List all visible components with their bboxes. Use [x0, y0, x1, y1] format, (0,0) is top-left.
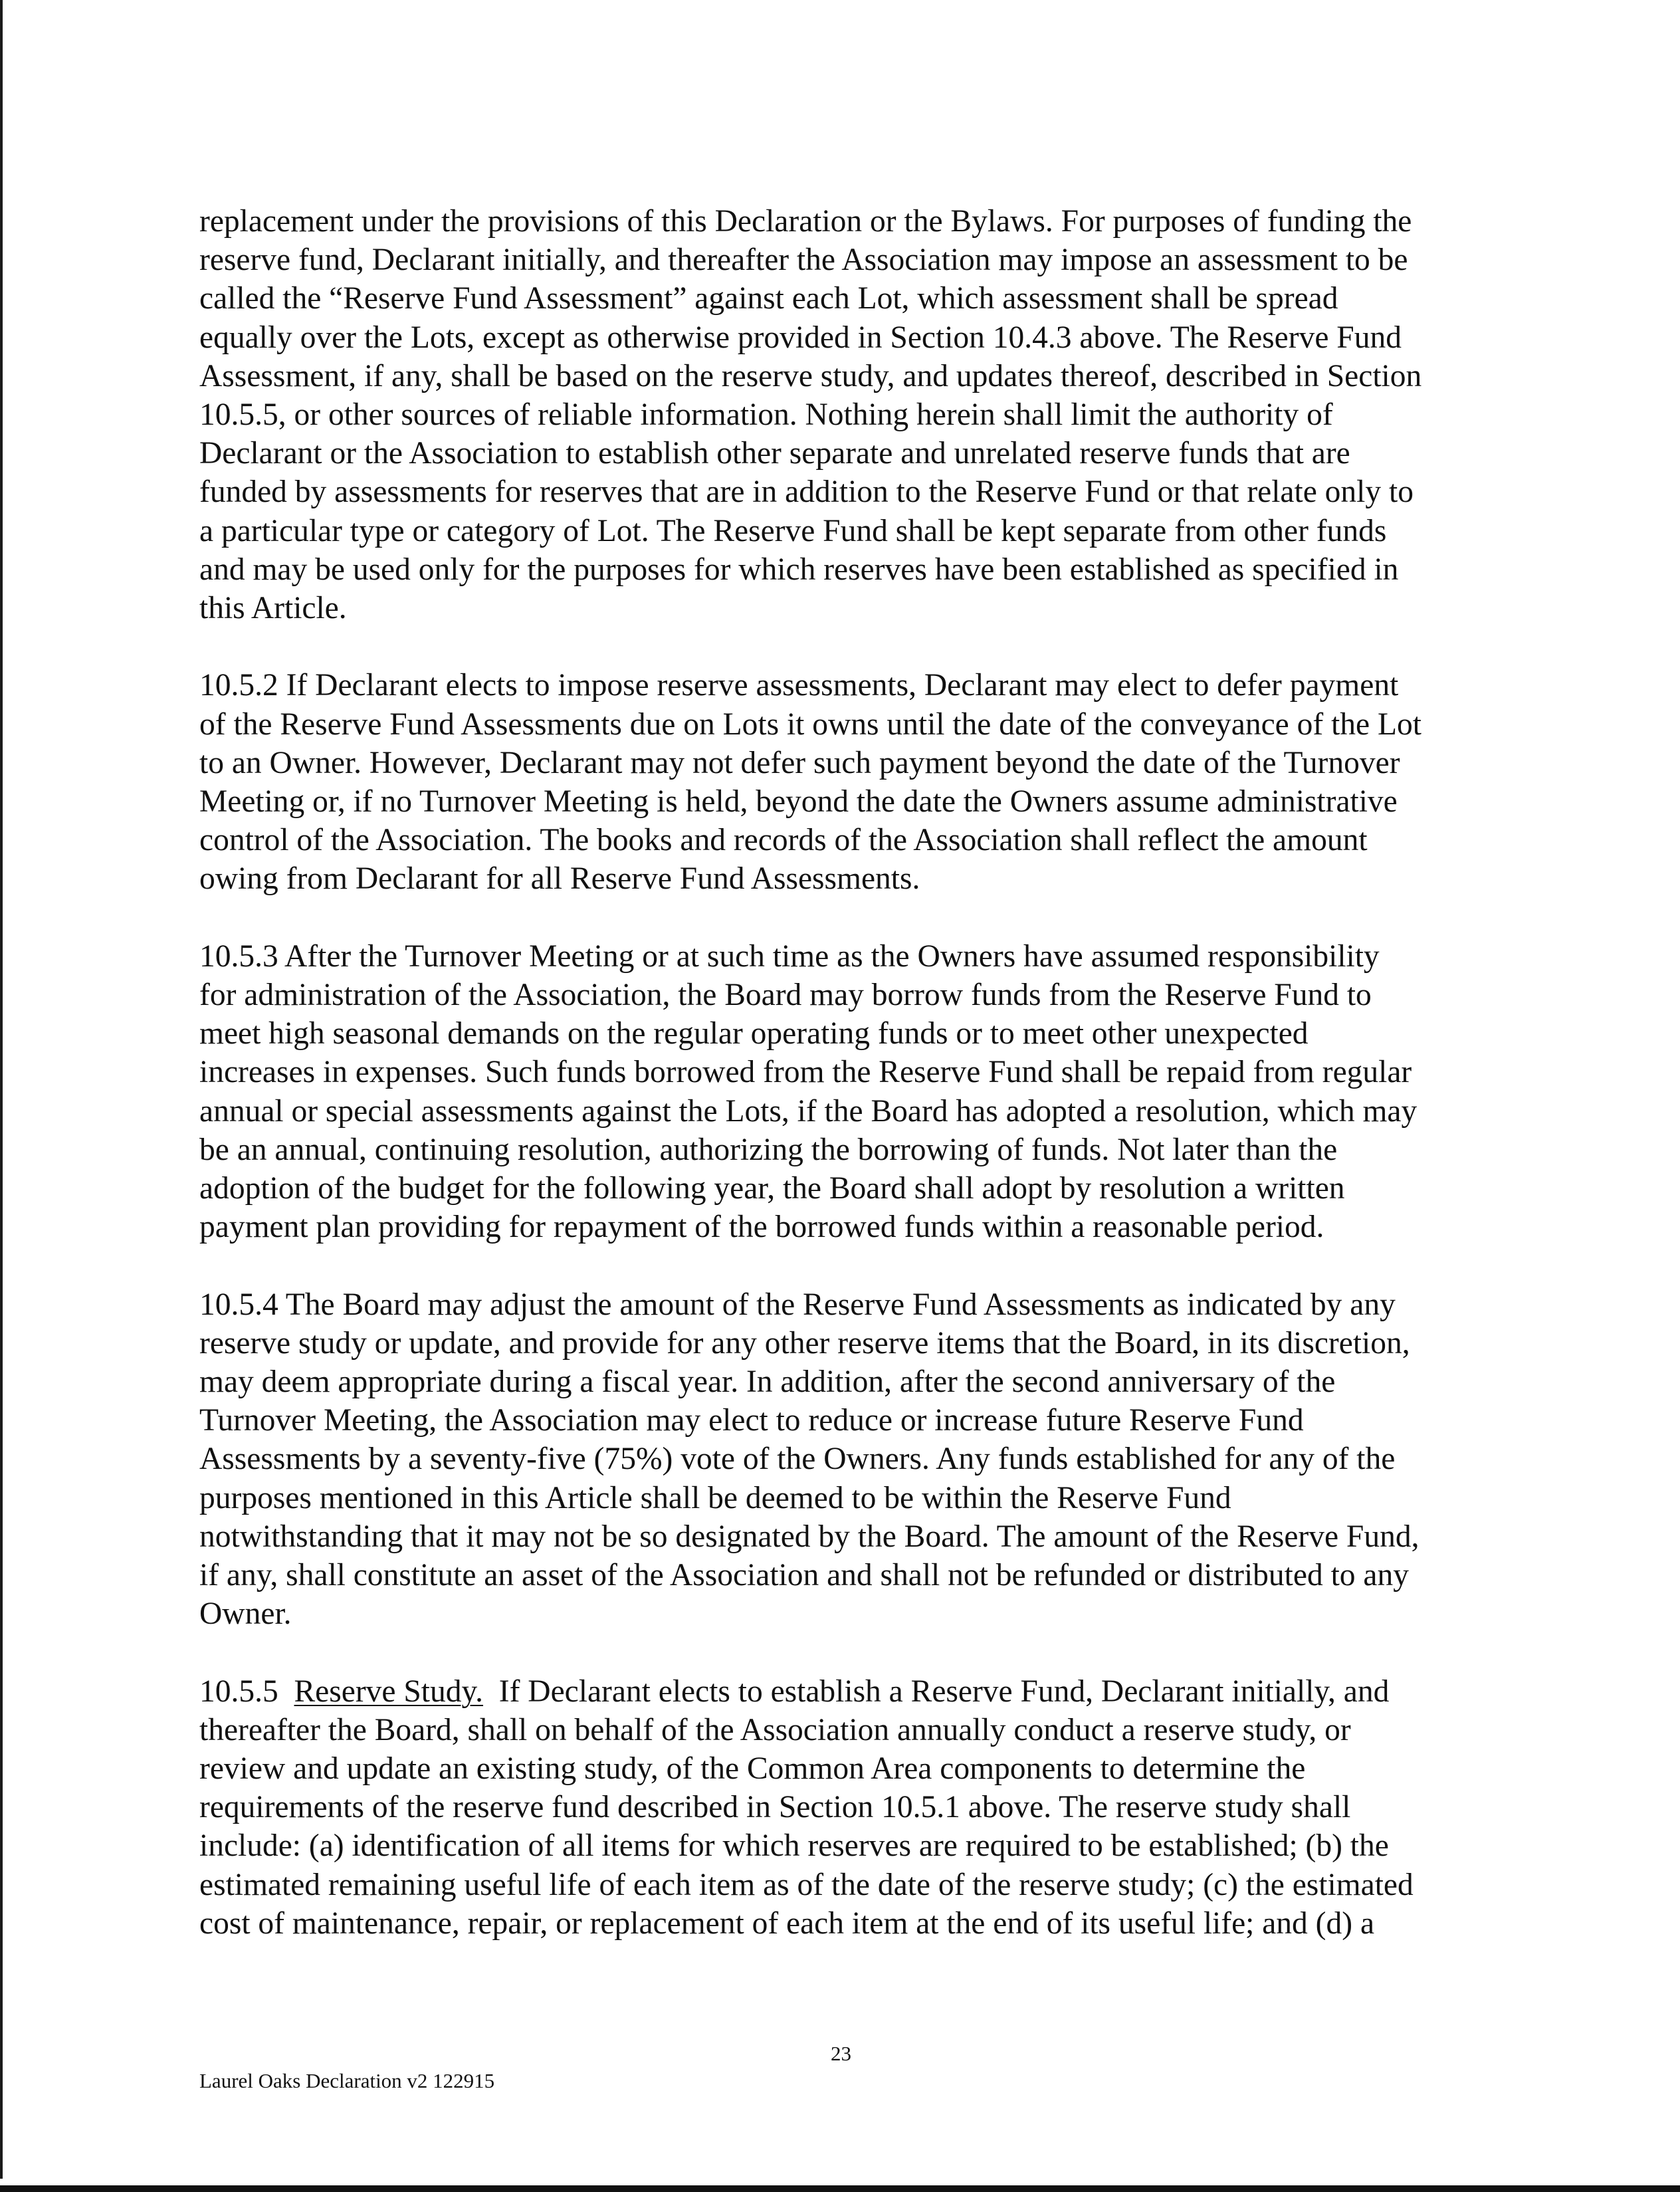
text-line: include: (a) identification of all items for which reserves are required to be established; (b) the [199, 1828, 1389, 1864]
text-line: thereafter the Board, shall on behalf of the Association annually conduct a reserve study, or [199, 1712, 1351, 1747]
text-line: be an annual, continuing resolution, authorizing the borrowing of funds. Not later than the [199, 1132, 1338, 1167]
section-heading: Reserve Study. [294, 1674, 484, 1709]
text-line: and may be used only for the purposes for which reserves have been established as specified in [199, 552, 1399, 587]
text-line-first [199, 1672, 1502, 1711]
text-line: requirements of the reserve fund described in Section 10.5.1 above. The reserve study shall [199, 1790, 1351, 1825]
text-line: cost of maintenance, repair, or replacement of each item at the end of its useful life; and (d) a [199, 1906, 1375, 1941]
text-line: Meeting or, if no Turnover Meeting is held, beyond the date the Owners assume administrative [199, 784, 1398, 820]
text-line: replacement under the provisions of this Declaration or the Bylaws. For purposes of funding the [199, 204, 1412, 239]
scan-left-border [0, 0, 3, 2179]
footer-document-label: Laurel Oaks Declaration v2 122915 [199, 2069, 495, 2092]
text-line: Declarant or the Association to establish other separate and unrelated reserve funds that are [199, 436, 1350, 471]
scan-bottom-border [0, 2185, 1680, 2192]
text-line: Owner. [199, 1596, 292, 1632]
page-number: 23 [831, 2042, 851, 2065]
text-line: Assessment, if any, shall be based on the reserve study, and updates thereof, described in Section [199, 358, 1422, 393]
text-line: 10.5.4 The Board may adjust the amount of the Reserve Fund Assessments as indicated by any [199, 1287, 1396, 1322]
text-line: may deem appropriate during a fiscal year. In addition, after the second anniversary of the [199, 1365, 1336, 1400]
text-line: funded by assessments for reserves that are in addition to the Reserve Fund or that relate only to [199, 475, 1414, 510]
text-line: meet high seasonal demands on the regular operating funds or to meet other unexpected [199, 1016, 1309, 1051]
text-line: 10.5.5, or other sources of reliable information. Nothing herein shall limit the authority of [199, 397, 1333, 433]
text-line: adoption of the budget for the following year, the Board shall adopt by resolution a written [199, 1171, 1345, 1206]
paragraph-10-5-3 [199, 937, 1502, 1247]
text-line: increases in expenses. Such funds borrowed from the Reserve Fund shall be repaid from regular [199, 1055, 1412, 1090]
text-line: notwithstanding that it may not be so designated by the Board. The amount of the Reserve Fund, [199, 1519, 1419, 1554]
text-line: payment plan providing for repayment of the borrowed funds within a reasonable period. [199, 1210, 1324, 1245]
text-line: to an Owner. However, Declarant may not defer such payment beyond the date of the Turnover [199, 745, 1400, 780]
paragraph-reserve-fund-continuation [199, 202, 1502, 627]
text-line: 10.5.2 If Declarant elects to impose reserve assessments, Declarant may elect to defer payment [199, 668, 1399, 703]
text-line: annual or special assessments against the Lots, if the Board has adopted a resolution, which may [199, 1093, 1418, 1129]
text-line: a particular type or category of Lot. The Reserve Fund shall be kept separate from other funds [199, 513, 1387, 548]
text-line: equally over the Lots, except as otherwise provided in Section 10.4.3 above. The Reserve Fund [199, 320, 1402, 355]
text-line: control of the Association. The books and records of the Association shall reflect the amount [199, 823, 1368, 858]
document-body [199, 202, 1502, 1943]
section-first-line-text: If Declarant elects to establish a Reserve Fund, Declarant initially, and [498, 1674, 1390, 1709]
text-line: owing from Declarant for all Reserve Fund Assessments. [199, 861, 920, 897]
text-line: this Article. [199, 591, 347, 626]
section-number: 10.5.5 [199, 1674, 278, 1709]
text-line: estimated remaining useful life of each item as of the date of the reserve study; (c) the estimated [199, 1867, 1414, 1902]
text-line: Assessments by a seventy-five (75%) vote of the Owners. Any funds established for any of the [199, 1442, 1396, 1477]
text-line: reserve fund, Declarant initially, and thereafter the Association may impose an assessment to be [199, 243, 1408, 278]
text-line: purposes mentioned in this Article shall be deemed to be within the Reserve Fund [199, 1480, 1231, 1515]
text-line: for administration of the Association, the Board may borrow funds from the Reserve Fund to [199, 978, 1372, 1013]
text-line: of the Reserve Fund Assessments due on Lots it owns until the date of the conveyance of the Lot [199, 707, 1421, 742]
paragraph-10-5-4 [199, 1285, 1502, 1634]
text-line: Turnover Meeting, the Association may elect to reduce or increase future Reserve Fund [199, 1403, 1304, 1438]
text-line: if any, shall constitute an asset of the Association and shall not be refunded or distributed to any [199, 1558, 1409, 1593]
text-line: 10.5.3 After the Turnover Meeting or at such time as the Owners have assumed responsibility [199, 938, 1380, 974]
text-line: review and update an existing study, of the Common Area components to determine the [199, 1751, 1306, 1787]
paragraph-10-5-5-reserve-study [199, 1672, 1502, 1943]
text-line: reserve study or update, and provide for any other reserve items that the Board, in its discretion, [199, 1325, 1410, 1361]
text-line: called the “Reserve Fund Assessment” against each Lot, which assessment shall be spread [199, 281, 1338, 316]
paragraph-10-5-2 [199, 666, 1502, 898]
